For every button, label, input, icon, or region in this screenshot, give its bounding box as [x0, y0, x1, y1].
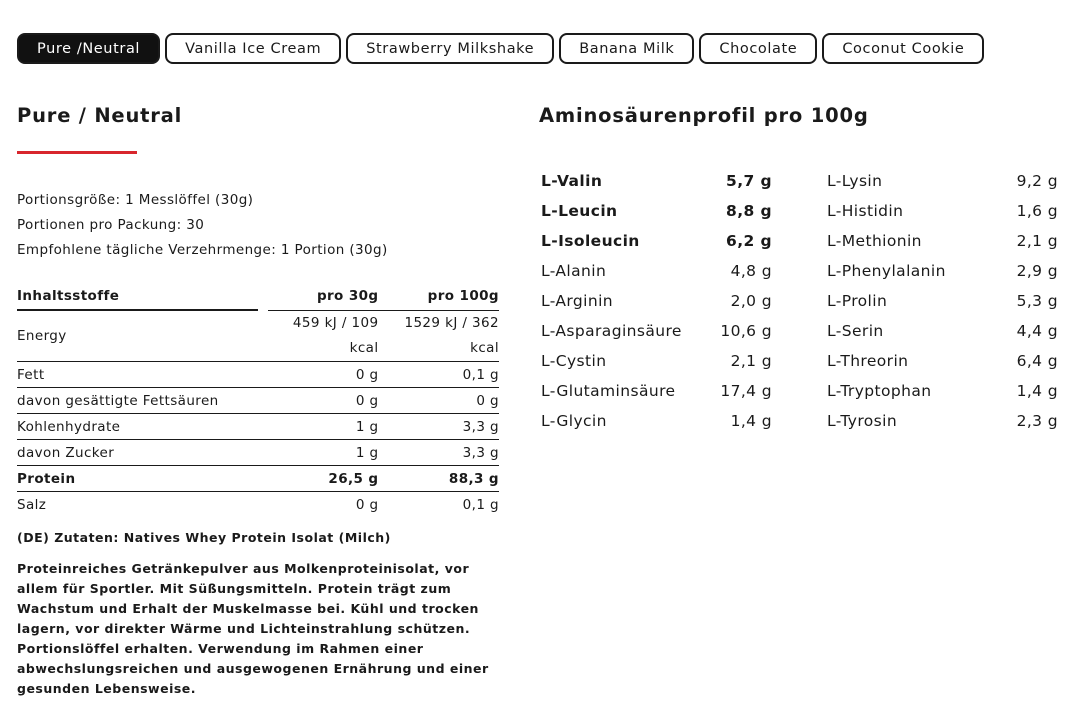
list-item [827, 228, 1058, 258]
row-per-100g: 88,3 g [378, 466, 499, 492]
row-name: Protein [17, 466, 268, 492]
amino-value: 5,7 g [726, 172, 772, 190]
list-item [541, 408, 772, 438]
amino-name: L-Tryptophan [827, 382, 932, 400]
amino-name: L-Cystin [541, 352, 607, 370]
amino-name: L-Asparaginsäure [541, 322, 682, 340]
ingredients-line: (DE) Zutaten: Natives Whey Protein Isolat (Milch) [17, 530, 391, 545]
amino-name: L-Prolin [827, 292, 888, 310]
row-name: Salz [17, 496, 47, 513]
row-per-30g: 0 g [268, 362, 378, 388]
amino-name: L-Histidin [827, 202, 904, 220]
amino-value: 1,4 g [1016, 382, 1058, 400]
amino-value: 6,2 g [726, 232, 772, 250]
amino-name: L-Threorin [827, 352, 909, 370]
list-item [827, 198, 1058, 228]
row-name: davon Zucker [17, 440, 268, 466]
list-item [541, 168, 772, 198]
amino-value: 2,1 g [730, 352, 772, 370]
list-item [541, 228, 772, 258]
ingredients-section [17, 528, 499, 710]
row-name: Kohlenhydrate [17, 414, 268, 440]
tab-chocolate[interactable]: Chocolate [699, 33, 817, 64]
amino-value: 4,8 g [730, 262, 772, 280]
product-description: Proteinreiches Getränkepulver aus Molkenproteinisolat, vor allem für Sportler. Mit Süßungsmitteln. Protein trägt zum Wachstum und Erhalt der Muskelmasse bei. Kühl und trocken lagern, vor direkter Wärme und Lichteinstrahlung schützen. Portionslöffel erhalten. Verwendung im Rahmen einer abwechslungsreichen und ausgewogenen Ernährung und einer gesunden Lebensweise. [17, 561, 489, 696]
amino-value: 8,8 g [726, 202, 772, 220]
row-per-100g: 0,1 g [378, 362, 499, 388]
row-per-100g: 0,1 g [462, 496, 499, 513]
amino-value: 2,0 g [730, 292, 772, 310]
amino-list-right [827, 168, 1058, 438]
amino-name: L-Methionin [827, 232, 922, 250]
tab-strawberry-milkshake[interactable]: Strawberry Milkshake [346, 33, 554, 64]
table-row [17, 310, 499, 362]
row-per-100g: 0 g [378, 388, 499, 414]
nutrition-header-row [17, 282, 499, 310]
amino-value: 1,6 g [1016, 202, 1058, 220]
table-row [17, 440, 499, 466]
product-title: Pure / Neutral [17, 104, 183, 127]
list-item [541, 348, 772, 378]
row-per-30g: 459 kJ / 109 kcal [268, 310, 378, 362]
amino-name: L-Phenylalanin [827, 262, 946, 280]
amino-list-left [541, 168, 772, 438]
header-ingredients: Inhaltsstoffe [17, 282, 258, 310]
amino-name: L-Valin [541, 172, 603, 190]
servings-per-pack: Portionen pro Packung: 30 [17, 217, 205, 233]
product-info [17, 104, 499, 263]
header-per-30g: pro 30g [268, 282, 378, 310]
list-item [541, 198, 772, 228]
amino-value: 6,4 g [1016, 352, 1058, 370]
amino-value: 2,1 g [1016, 232, 1058, 250]
row-per-100g: 1529 kJ / 362 kcal [378, 310, 499, 362]
amino-value: 1,4 g [730, 412, 772, 430]
list-item [827, 318, 1058, 348]
tab-vanilla-ice-cream[interactable]: Vanilla Ice Cream [165, 33, 341, 64]
row-per-100g: 3,3 g [378, 414, 499, 440]
amino-name: L-Glutaminsäure [541, 382, 676, 400]
amino-value: 10,6 g [720, 322, 772, 340]
header-gap [258, 282, 268, 310]
list-item [827, 408, 1058, 438]
table-row [17, 466, 499, 492]
amino-name: L-Tyrosin [827, 412, 898, 430]
recommended-intake: Empfohlene tägliche Verzehrmenge: 1 Portion (30g) [17, 242, 388, 258]
table-row [17, 414, 499, 440]
tab-pure-neutral[interactable]: Pure /Neutral [17, 33, 160, 64]
row-name: Fett [17, 362, 268, 388]
list-item [827, 378, 1058, 408]
row-per-30g: 26,5 g [268, 466, 378, 492]
tab-banana-milk[interactable]: Banana Milk [559, 33, 694, 64]
amino-value: 2,3 g [1016, 412, 1058, 430]
amino-value: 2,9 g [1016, 262, 1058, 280]
row-per-100g: 3,3 g [378, 440, 499, 466]
table-row [17, 362, 499, 388]
row-per-30g: 0 g [355, 496, 379, 513]
amino-name: L-Leucin [541, 202, 618, 220]
amino-name: L-Isoleucin [541, 232, 640, 250]
list-item [541, 378, 772, 408]
row-name: davon gesättigte Fettsäuren [17, 388, 268, 414]
row-per-30g: 0 g [268, 388, 378, 414]
nutrition-table [17, 282, 499, 517]
amino-value: 17,4 g [720, 382, 772, 400]
amino-value: 9,2 g [1016, 172, 1058, 190]
amino-value: 4,4 g [1016, 322, 1058, 340]
table-row [17, 492, 499, 518]
tab-coconut-cookie[interactable]: Coconut Cookie [822, 33, 984, 64]
accent-divider [17, 151, 137, 154]
list-item [827, 288, 1058, 318]
flavor-tabs [17, 33, 984, 64]
amino-value: 5,3 g [1016, 292, 1058, 310]
list-item [541, 288, 772, 318]
row-per-30g: 1 g [268, 440, 378, 466]
list-item [827, 168, 1058, 198]
amino-name: L-Serin [827, 322, 884, 340]
list-item [541, 318, 772, 348]
amino-name: L-Arginin [541, 292, 614, 310]
row-per-30g: 1 g [268, 414, 378, 440]
serving-size: Portionsgröße: 1 Messlöffel (30g) [17, 192, 254, 208]
amino-name: L-Glycin [541, 412, 607, 430]
list-item [827, 348, 1058, 378]
table-row [17, 388, 499, 414]
amino-name: L-Lysin [827, 172, 883, 190]
list-item [541, 258, 772, 288]
header-per-100g: pro 100g [378, 282, 499, 310]
serving-info [17, 188, 499, 263]
row-name: Energy [17, 310, 268, 362]
list-item [827, 258, 1058, 288]
amino-name: L-Alanin [541, 262, 607, 280]
amino-profile-title: Aminosäurenprofil pro 100g [539, 104, 869, 127]
